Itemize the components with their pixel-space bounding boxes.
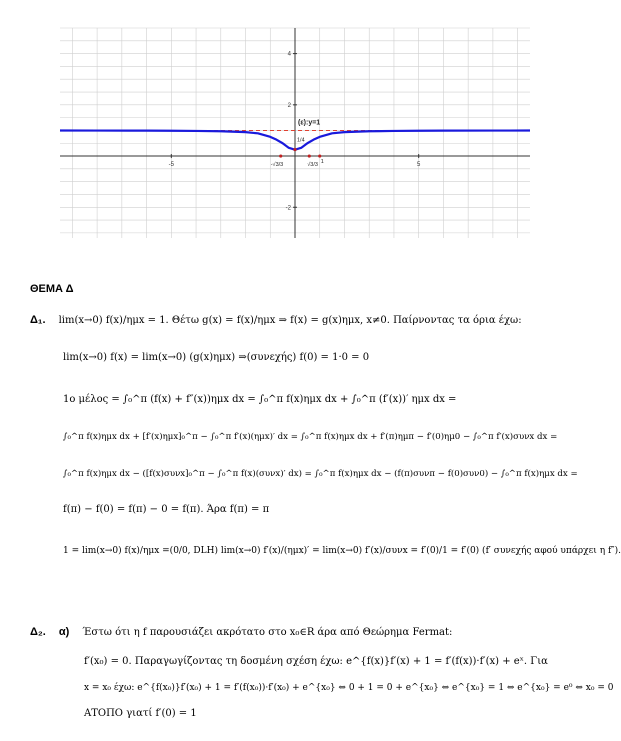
annotation-label: -√3/3 (270, 162, 284, 169)
d1-line-5: ∫₀^π f(x)ημx dx − ([f(x)συνx]₀^π − ∫₀^π f(x)(συνx)′ dx) = ∫₀^π f(x)ημx dx − (f(π)συνπ − f(0)συν0) − ∫₀^π f(x)ημx dx = (63, 469, 578, 479)
d2-text-1: Έστω ότι η f παρουσιάζει ακρότατο στο x₀∈R άρα από Θεώρημα Fermat: (82, 627, 453, 638)
axes (60, 28, 530, 238)
d1-text-1: lim(x→0) f(x)/ημx = 1. Θέτω g(x) = f(x)/ημx ⇒ f(x) = g(x)ημx, x≠0. Παίρνοντας τα όρια έχω: (58, 315, 522, 326)
d1-line-4: ∫₀^π f(x)ημx dx + [f′(x)ημx]₀^π − ∫₀^π f′(x)(ημx)′ dx = ∫₀^π f(x)ημx dx + f′(π)ημπ − f′(0)ημ0 − ∫₀^π f′(x)συνx dx = (63, 432, 558, 442)
d2-label: Δ₂. (30, 626, 46, 638)
y-tick-label: 4 (287, 51, 291, 58)
y-tick-label: -2 (285, 205, 291, 212)
d1-line-7: 1 = lim(x→0) f(x)/ημx =(0/0, DLH) lim(x→0) f′(x)/(ημx)′ = lim(x→0) f′(x)/συνx = f′(0)/1 = f′(0) (f′ συνεχής αφού υπάρχει η f″). (63, 546, 621, 556)
d2-line-2: f′(x₀) = 0. Παραγωγίζοντας τη δοσμένη σχέση έχω: e^{f(x)}f′(x) + 1 = f′(f(x))·f′(x) + eˣ. Για (84, 656, 548, 667)
x-tick-label: -5 (168, 162, 174, 169)
d2-line-4: ΑΤΟΠΟ γιατί f′(0) = 1 (84, 708, 197, 719)
annotation-label: √3/3 (307, 162, 318, 169)
d1-line-3: 1ο μέλος = ∫₀^π (f(x) + f″(x))ημx dx = ∫₀^π f(x)ημx dx + ∫₀^π (f′(x))′ ημx dx = (63, 394, 457, 405)
theme-title: ΘΕΜΑ Δ (30, 283, 74, 295)
d1-line-1 (30, 314, 522, 326)
marked-point (318, 154, 321, 157)
annotation-label: 1/4 (297, 137, 305, 144)
y-tick-label: 2 (287, 102, 291, 109)
asymptote-label: (ε):y=1 (298, 119, 321, 127)
d2-sub-label: α) (58, 626, 70, 638)
marked-point (279, 154, 282, 157)
function-graph (60, 28, 530, 238)
d2-line-1 (30, 626, 452, 638)
marked-point (308, 154, 311, 157)
d2-line-3: x = x₀ έχω: e^{f(x₀)}f′(x₀) + 1 = f′(f(x₀))·f′(x₀) + e^{x₀} ⇔ 0 + 1 = 0 + e^{x₀} ⇔ e^{x₀} = 1 ⇔ e^{x₀} = e⁰ ⇔ x₀ = 0 (84, 683, 614, 693)
x-tick-label: 5 (417, 162, 421, 169)
d1-line-2: lim(x→0) f(x) = lim(x→0) (g(x)ημx) ⇒(συνεχής) f(0) = 1·0 = 0 (63, 352, 370, 363)
marked-point (293, 148, 296, 151)
d1-label: Δ₁. (30, 314, 46, 326)
annotation-label: 1 (320, 159, 324, 166)
d1-line-6: f(π) − f(0) = f(π) − 0 = f(π). Άρα f(π) = π (63, 504, 270, 515)
